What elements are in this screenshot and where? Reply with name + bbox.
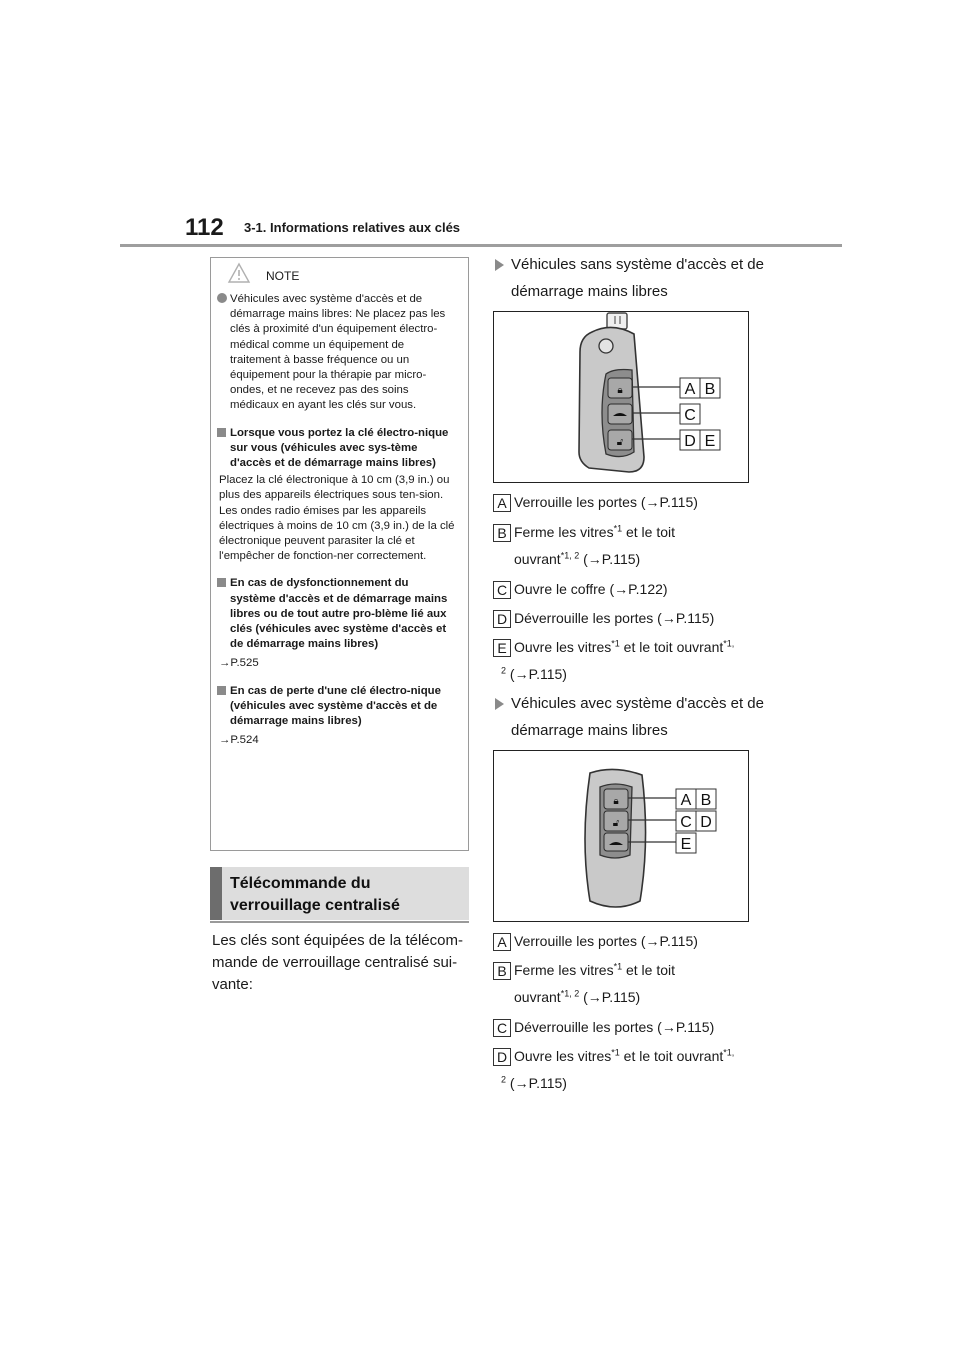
legend-text: Verrouille les portes (→P.115) (514, 494, 698, 510)
square-bullet-icon (217, 578, 226, 587)
warning-icon (227, 262, 251, 284)
figure-label-D: D (684, 433, 696, 450)
svg-text:🔓︎: 🔓︎ (616, 437, 624, 448)
note-section-2 (219, 576, 457, 671)
section-heading: Télécommande du verrouillage centralisé (210, 867, 469, 920)
note-section-3 (219, 684, 457, 749)
label-badge: D (493, 1048, 511, 1066)
figure-label-C: C (680, 814, 692, 831)
note-label: NOTE (266, 269, 300, 283)
label-badge: B (493, 524, 511, 542)
legend-text: Déverrouille les portes (→P.115) (514, 1019, 715, 1035)
legend-row (493, 576, 763, 603)
key-figure-1 (493, 311, 749, 483)
label-badge: A (493, 494, 511, 512)
figure-label-C: C (684, 407, 696, 424)
note-box (210, 257, 469, 851)
legend-row (493, 1014, 763, 1041)
remote-key-illustration (494, 312, 748, 482)
variant-title-1: Véhicules sans système d'accès et de démarrage mains libres (495, 251, 781, 305)
legend-row (493, 605, 763, 632)
svg-text:🔓︎: 🔓︎ (612, 818, 620, 829)
label-badge: C (493, 1019, 511, 1037)
legend-row (493, 928, 763, 955)
note-section-heading: En cas de dysfonctionnement du système d'accès et de démarrage mains libres ou de tout autre pro-blème lié aux clés (véhicules avec système d'accès et de démarrage mains libres) (219, 576, 457, 652)
circle-bullet-icon (217, 293, 227, 303)
figure-label-B: B (700, 792, 712, 809)
svg-text:🔒︎: 🔒︎ (613, 796, 619, 807)
legend-text: Ouvre le coffre (→P.122) (514, 581, 668, 597)
figure-label-A: A (684, 381, 696, 398)
figure-label-D: D (700, 814, 712, 831)
triangle-bullet-icon (495, 259, 504, 271)
note-section-heading: Lorsque vous portez la clé électro-nique sur vous (véhicules avec sys-tème d'accès et de démarrage mains libres) (219, 426, 457, 472)
note-section-heading: En cas de perte d'une clé électro-nique (véhicules avec système d'accès et de démarrage mains libres) (219, 684, 457, 730)
label-badge: E (493, 639, 511, 657)
square-bullet-icon (217, 686, 226, 695)
page-number: 112 (185, 214, 224, 241)
figure-label-A: A (680, 792, 692, 809)
page-reference-link[interactable]: →P.525 (219, 657, 259, 670)
legend-row: B Ferme les vitres$^{*1}$ et le toit ouvrant$^{*1, 2}$ (→P.115) (493, 957, 763, 1011)
label-badge: C (493, 581, 511, 599)
legend-row: D Ouvre les vitres$^{*1}$ et le toit ouvrant$^{*1,}$ $^2$ (→P.115) (493, 1043, 763, 1097)
figure-label-E: E (680, 836, 692, 853)
legend-text: Verrouille les portes (→P.115) (514, 933, 698, 949)
svg-text:🔒︎: 🔒︎ (617, 385, 623, 396)
label-badge: B (493, 962, 511, 980)
label-badge: D (493, 610, 511, 628)
figure-label-B: B (704, 381, 716, 398)
figure-label-E: E (704, 433, 716, 450)
page-reference-link[interactable]: →P.524 (219, 734, 259, 747)
section-intro: Les clés sont équipées de la télécom-mande de verrouillage centralisé sui-vante: (212, 932, 463, 993)
legend-row (493, 489, 763, 516)
legend-row: E Ouvre les vitres$^{*1}$ et le toit ouvrant$^{*1,}$ $^2$ (→P.115) (493, 634, 763, 688)
triangle-bullet-icon (495, 698, 504, 710)
legend-text: Déverrouille les portes (→P.115) (514, 610, 715, 626)
header-rule (120, 244, 842, 247)
chapter-title: 3-1. Informations relatives aux clés (244, 220, 461, 235)
label-badge: A (493, 933, 511, 951)
smart-key-illustration (494, 751, 748, 921)
note-bullet-text: Véhicules avec système d'accès et de démarrage mains libres: Ne placez pas les clés à proximité d'un équipement électro-médical comme un équipement de traitement à basse fréquence ou un équipement pour la thérapie par micro-ondes, et ne recevez pas des soins médicaux en ayant les clés sur vous. (230, 293, 446, 412)
square-bullet-icon (217, 428, 226, 437)
legend-row: B Ferme les vitres$^{*1}$ et le toit ouvrant$^{*1, 2}$ (→P.115) (493, 519, 763, 573)
note-section-1 (219, 426, 457, 565)
variant-title-2: Véhicules avec système d'accès et de démarrage mains libres (495, 690, 781, 744)
note-section-text: Placez la clé électronique à 10 cm (3,9 in.) ou plus des appareils électriques sous ten-sion. Les ondes radio émises par les appareils électriques à moins de 10 cm (3,9 in.) de la clé électronique peuvent parasiter la clé et l'empêcher de fonction-ner correctement. (219, 474, 455, 563)
key-figure-2 (493, 750, 749, 922)
note-header (211, 262, 468, 286)
note-bullet-item (219, 292, 457, 414)
